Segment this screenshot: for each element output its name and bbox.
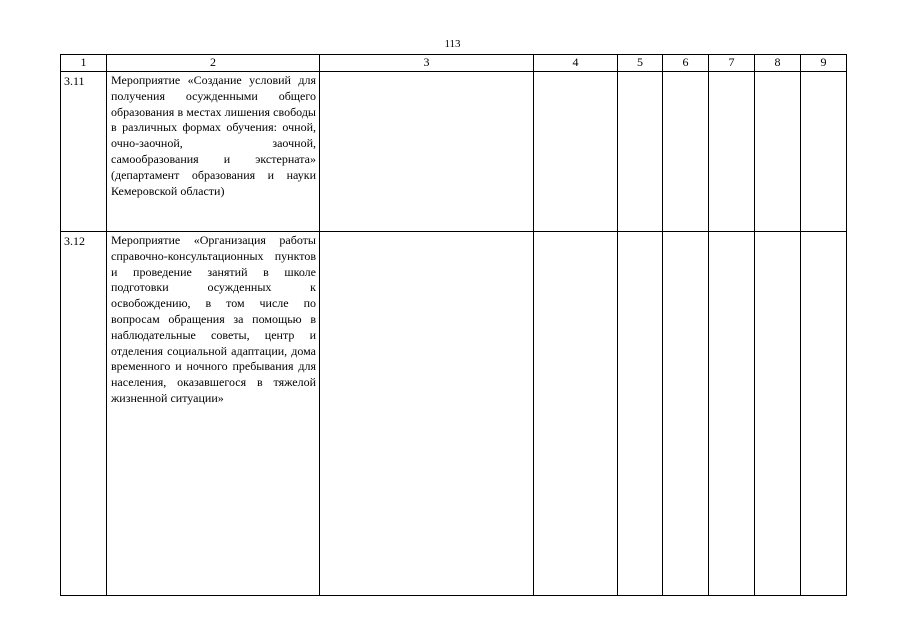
row-number: 3.11 (61, 72, 107, 232)
cell-col-5 (618, 232, 663, 596)
cell-col-4 (534, 72, 618, 232)
column-header-5: 5 (618, 55, 663, 72)
cell-col-7 (709, 72, 755, 232)
column-header-7: 7 (709, 55, 755, 72)
measures-table (60, 54, 847, 596)
column-header-1: 1 (61, 55, 107, 72)
cell-col-3 (320, 72, 534, 232)
cell-col-9 (801, 72, 847, 232)
page-number: 113 (444, 38, 461, 50)
cell-col-7 (709, 232, 755, 596)
cell-col-5 (618, 72, 663, 232)
column-header-2: 2 (107, 55, 320, 72)
column-header-8: 8 (755, 55, 801, 72)
measure-text: Мероприятие «Организация работы справочно-консультационных пунктов и проведение занятий в школе подготовки осужденных к освобождению, в том числе по вопросам обращения за помощью в наблюдательные советы, центр и отделения социальной адаптации, дома временного и ночного пребывания для населения, оказавшегося в тяжелой жизненной ситуации» (111, 233, 316, 405)
cell-col-9 (801, 232, 847, 596)
cell-col-3 (320, 232, 534, 596)
measure-text: Мероприятие «Создание условий для получения осужденными общего образования в местах лишения свободы в различных формах обучения: очной, очно-заочной, заочной, самообразования и экстерната» (департамент образования и науки Кемеровской области) (111, 73, 316, 198)
measure-description (107, 232, 320, 596)
column-header-9: 9 (801, 55, 847, 72)
measure-description (107, 72, 320, 232)
header-row (61, 55, 847, 72)
cell-col-8 (755, 232, 801, 596)
cell-col-6 (663, 72, 709, 232)
column-header-3: 3 (320, 55, 534, 72)
table-row (61, 72, 847, 232)
cell-col-6 (663, 232, 709, 596)
column-header-4: 4 (534, 55, 618, 72)
cell-col-4 (534, 232, 618, 596)
column-header-6: 6 (663, 55, 709, 72)
cell-col-8 (755, 72, 801, 232)
row-number: 3.12 (61, 232, 107, 596)
table-row (61, 232, 847, 596)
